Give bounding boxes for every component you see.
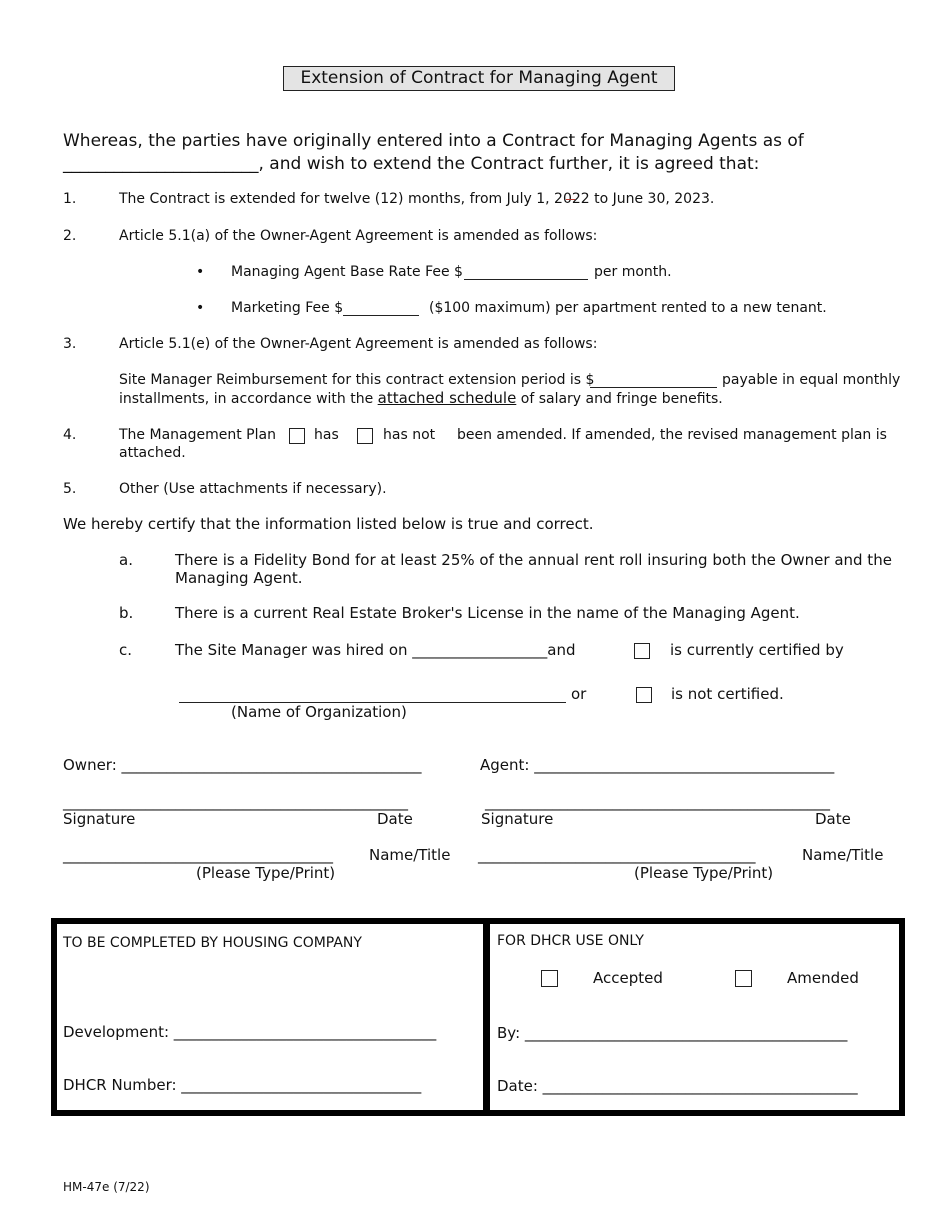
site-manager-amount-field[interactable] <box>590 387 717 388</box>
marketing-fee-label: Marketing Fee $ <box>231 300 344 316</box>
attached-text: attached. <box>119 445 186 461</box>
form-number: HM-47e <box>63 1180 110 1194</box>
page-title: Extension of Contract for Managing Agent <box>283 66 675 91</box>
site-manager-label: Site Manager Reimbursement for this contract extension period is $ <box>119 372 595 388</box>
bullet: • <box>196 264 205 280</box>
cert-b-line-1: There is a current Real Estate Broker's License in the name of the Managing Agent. <box>175 604 800 622</box>
agent-field[interactable]: Agent: ________________________________________ <box>480 756 835 774</box>
has-label: has <box>314 427 339 443</box>
base-rate-field[interactable] <box>464 279 588 280</box>
agent-signature-line[interactable]: ______________________________________________ <box>485 793 830 811</box>
accepted-label: Accepted <box>593 969 663 987</box>
amended-text: been amended. If amended, the revised management plan is <box>457 427 887 443</box>
installments-text: installments, in accordance with the <box>119 391 374 407</box>
has-amended-checkbox[interactable] <box>289 428 305 444</box>
owner-name-title-label: Name/Title <box>369 846 451 864</box>
item-2-number: 2. <box>63 228 77 244</box>
intro-line-2: _______________________, and wish to extend the Contract further, it is agreed that: <box>63 154 760 174</box>
agent-date-label: Date <box>815 810 851 828</box>
owner-please-type: (Please Type/Print) <box>196 864 336 882</box>
amended-checkbox[interactable] <box>735 970 752 987</box>
by-field[interactable]: By: ___________________________________________ <box>497 1024 848 1042</box>
or-label: or <box>571 685 587 703</box>
not-certified-checkbox[interactable] <box>636 687 652 703</box>
site-manager-suffix: payable in equal monthly <box>722 372 901 388</box>
form-id <box>63 1180 150 1194</box>
cert-c-line-1: The Site Manager was hired on __________________and <box>175 641 576 659</box>
item-2-text: Article 5.1(a) of the Owner-Agent Agreement is amended as follows: <box>119 228 598 244</box>
currently-certified-label: is currently certified by <box>670 641 844 659</box>
base-rate-suffix: per month. <box>594 264 672 280</box>
bullet: • <box>196 300 205 316</box>
base-rate-label: Managing Agent Base Rate Fee $ <box>231 264 463 280</box>
item-4-number: 4. <box>63 427 77 443</box>
currently-certified-checkbox[interactable] <box>634 643 650 659</box>
agent-please-type: (Please Type/Print) <box>634 864 774 882</box>
amended-label: Amended <box>787 969 859 987</box>
owner-field[interactable]: Owner: ________________________________________ <box>63 756 422 774</box>
cert-a-line-1: There is a Fidelity Bond for at least 25% of the annual rent roll insuring both the Owner and the <box>175 551 892 569</box>
cert-c-letter: c. <box>119 641 133 659</box>
item-4-text: The Management Plan <box>119 427 276 443</box>
owner-name-line[interactable]: ____________________________________ <box>63 846 333 864</box>
cert-a-line-2: Managing Agent. <box>175 569 303 587</box>
item-1-number: 1. <box>63 191 77 207</box>
item-1-text: The Contract is extended for twelve (12) months, from July 1, 2022 to June 30, 2023. <box>119 191 715 207</box>
not-certified-label: is not certified. <box>671 685 784 703</box>
agent-name-title-label: Name/Title <box>802 846 884 864</box>
housing-company-heading: TO BE COMPLETED BY HOUSING COMPANY <box>63 935 362 951</box>
agent-name-line[interactable]: _____________________________________ <box>478 846 756 864</box>
agent-signature-label: Signature <box>481 810 554 828</box>
owner-signature-line[interactable]: ______________________________________________ <box>63 793 408 811</box>
item-5-number: 5. <box>63 481 77 497</box>
salary-text: of salary and fringe benefits. <box>520 391 723 407</box>
cert-a-letter: a. <box>119 551 133 569</box>
intro-line-1: Whereas, the parties have originally entered into a Contract for Managing Agents as of <box>63 131 804 151</box>
development-field[interactable]: Development: ___________________________________ <box>63 1023 437 1041</box>
organization-name-label: (Name of Organization) <box>231 703 407 721</box>
accepted-checkbox[interactable] <box>541 970 558 987</box>
attached-schedule-link[interactable]: attached schedule <box>377 389 517 407</box>
marketing-fee-suffix: ($100 maximum) per apartment rented to a new tenant. <box>429 300 827 316</box>
form-revision-date: (7/22) <box>113 1180 150 1194</box>
has-not-amended-checkbox[interactable] <box>357 428 373 444</box>
has-not-label: has not <box>383 427 436 443</box>
item-3-text: Article 5.1(e) of the Owner-Agent Agreement is amended as follows: <box>119 336 598 352</box>
marketing-fee-field[interactable] <box>343 315 419 316</box>
owner-date-label: Date <box>377 810 413 828</box>
dhcr-use-heading: FOR DHCR USE ONLY <box>497 933 644 949</box>
dhcr-number-field[interactable]: DHCR Number: ________________________________ <box>63 1076 422 1094</box>
certify-statement: We hereby certify that the information listed below is true and correct. <box>63 515 594 533</box>
date-field[interactable]: Date: __________________________________________ <box>497 1077 858 1095</box>
owner-signature-label: Signature <box>63 810 136 828</box>
item-3-number: 3. <box>63 336 77 352</box>
item-5-text: Other (Use attachments if necessary). <box>119 481 387 497</box>
correction-mark <box>566 199 575 200</box>
cert-b-letter: b. <box>119 604 134 622</box>
site-manager-line-2 <box>119 389 723 407</box>
